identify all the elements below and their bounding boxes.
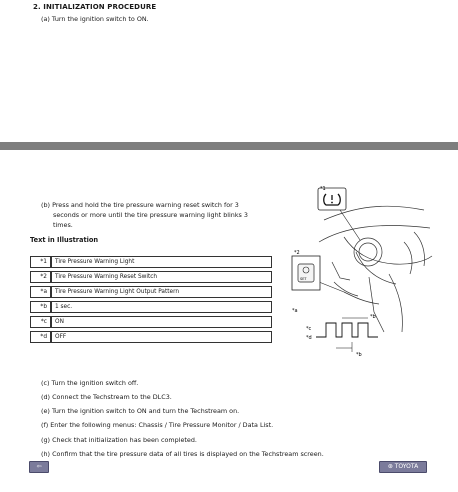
pattern-label-b-top: *b	[370, 314, 376, 320]
step-g: (g) Check that initialization has been completed.	[41, 436, 197, 444]
warning-icon-dot	[331, 202, 333, 204]
legend-row	[30, 316, 272, 328]
step-a: (a) Turn the ignition switch to ON.	[41, 15, 149, 23]
legend-key: *a	[30, 286, 51, 298]
step-h: (h) Confirm that the tire pressure data of all tires is displayed on the Techstream screen.	[41, 450, 324, 458]
illustration	[284, 182, 434, 368]
step-d: (d) Connect the Techstream to the DLC3.	[41, 393, 172, 401]
legend-key: *b	[30, 301, 51, 313]
step-f: (f) Enter the following menus: Chassis / Tire Pressure Monitor / Data List.	[41, 421, 274, 429]
reset-switch-label: SET	[300, 277, 307, 281]
step-c: (c) Turn the ignition switch off.	[41, 379, 139, 387]
legend-row	[30, 256, 272, 268]
legend-row	[30, 301, 272, 313]
page-divider	[0, 142, 458, 150]
section-title: 2. INITIALIZATION PROCEDURE	[33, 3, 157, 11]
legend-value: Tire Pressure Warning Light Output Pattern	[51, 286, 272, 298]
legend-value: Tire Pressure Warning Light	[51, 256, 272, 268]
callout-2-label: *2	[294, 250, 300, 256]
legend-value: ON	[51, 316, 272, 328]
legend-row	[30, 331, 272, 343]
step-b-line-2: seconds or more until the tire pressure warning light blinks 3	[53, 211, 248, 219]
legend-key: *c	[30, 316, 51, 328]
pattern-label-a: *a	[292, 308, 298, 314]
legend-row	[30, 271, 272, 283]
toyota-home-button[interactable]: ⊛ TOYOTA	[379, 461, 427, 473]
legend-value: 1 sec.	[51, 301, 272, 313]
leader-line-1	[340, 210, 360, 240]
legend-key: *d	[30, 331, 51, 343]
callout-1-label: *1	[320, 186, 326, 192]
back-button[interactable]: ⇦	[29, 461, 49, 473]
legend-value: Tire Pressure Warning Reset Switch	[51, 271, 272, 283]
legend-key: *1	[30, 256, 51, 268]
step-e: (e) Turn the ignition switch to ON and turn the Techstream on.	[41, 407, 240, 415]
legend-key: *2	[30, 271, 51, 283]
legend-value: OFF	[51, 331, 272, 343]
legend-title: Text in Illustration	[30, 236, 99, 244]
footer-nav	[0, 460, 458, 472]
legend-row	[30, 286, 272, 298]
pattern-label-b-bottom: *b	[356, 352, 362, 358]
leader-line-2	[319, 282, 344, 292]
step-b-line-1: (b) Press and hold the tire pressure warning reset switch for 3	[41, 201, 239, 209]
pattern-label-c: *c	[306, 326, 312, 332]
step-b-line-3: times.	[53, 221, 73, 229]
pattern-label-d: *d	[306, 335, 312, 341]
legend-table	[30, 253, 272, 346]
output-pattern-waveform	[316, 323, 378, 337]
